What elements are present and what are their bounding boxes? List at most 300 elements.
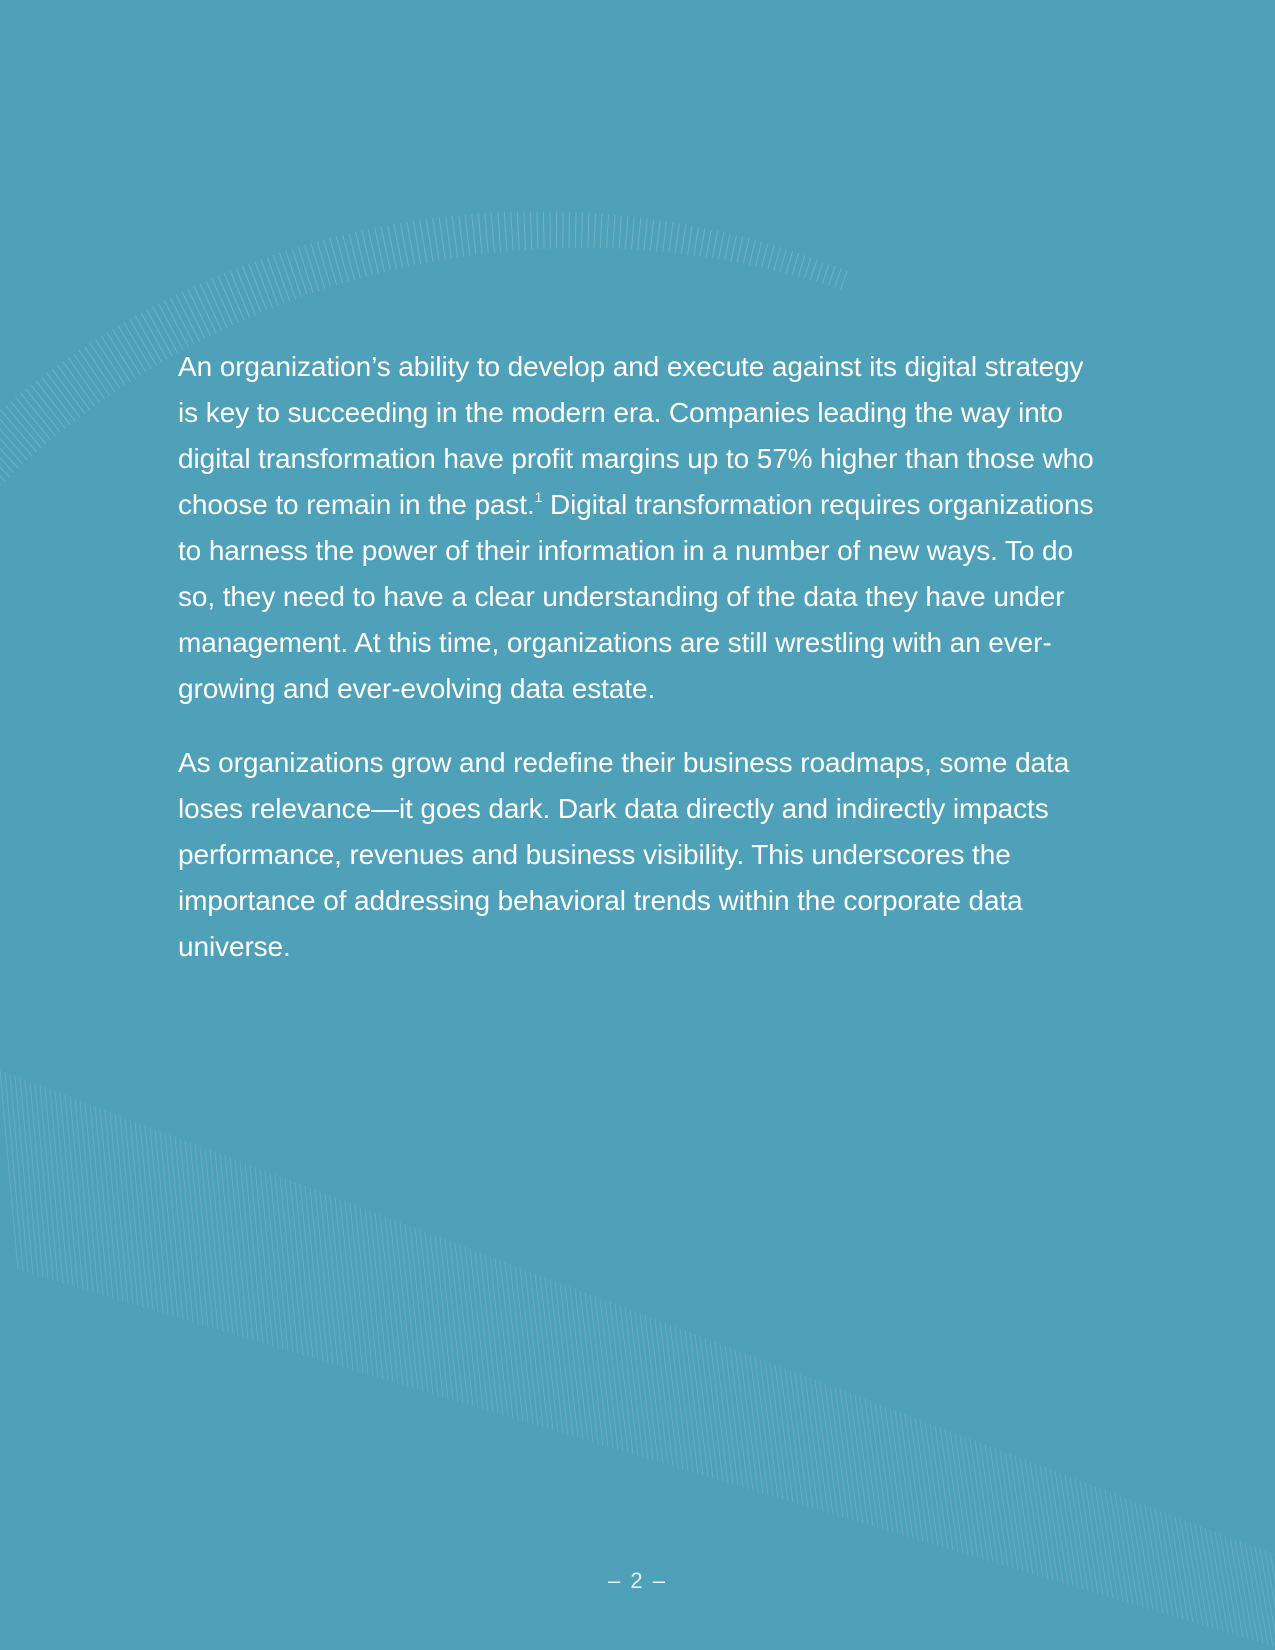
band-hatch-line [535,1273,553,1430]
arc-hatch-line [261,259,278,306]
band-hatch-line [955,1433,973,1557]
band-hatch-line [540,1275,558,1432]
arc-hatch-line [511,212,513,251]
band-hatch-line [270,1173,288,1351]
band-hatch-line [90,1104,108,1297]
arc-hatch-line [719,232,724,259]
band-hatch-line [665,1323,683,1470]
arc-hatch-line [10,401,46,444]
band-hatch-line [240,1161,258,1342]
arc-hatch-line [792,253,799,275]
arc-hatch-line [218,276,238,323]
band-hatch-line [155,1129,173,1317]
band-hatch-line [910,1416,928,1543]
band-hatch-line [750,1355,768,1495]
arc-hatch-line [804,257,811,278]
band-hatch-line [785,1368,803,1505]
arc-hatch-line [170,298,194,345]
band-hatch-line [180,1138,198,1324]
arc-hatch-line [362,231,373,276]
band-hatch-line [440,1237,458,1402]
band-hatch-line [605,1300,623,1452]
arc-hatch-line [26,389,61,432]
arc-hatch-line [305,245,319,291]
arc-hatch-line [280,253,296,299]
band-hatch-line [355,1205,373,1377]
band-hatch-line [120,1116,138,1306]
band-hatch-line [530,1271,548,1429]
paragraph-intro-text: An organization’s ability to develop and execute against its digital strategy is key to succeeding in the modern era. Companies leading the way into digital transformation have profit margins up to 57% higher than those who choose to remain in the past. [178,351,1094,520]
arc-hatch-line [242,266,261,313]
arc-hatch-line [57,365,89,410]
band-hatch-line [0,1070,18,1270]
band-hatch-line [900,1412,918,1540]
band-hatch-line [635,1311,653,1460]
band-hatch-line [405,1224,423,1392]
band-hatch-line [770,1363,788,1501]
band-hatch-line [565,1285,583,1440]
band-hatch-line [340,1199,358,1372]
arc-hatch-line [465,215,470,256]
arc-hatch-line [823,264,830,284]
band-hatch-line [830,1385,848,1519]
band-hatch-line [905,1414,923,1542]
band-hatch-line [145,1125,163,1313]
arc-hatch-line [681,225,686,254]
arc-hatch-line [694,227,699,256]
band-hatch-line [430,1233,448,1399]
band-hatch-line [35,1083,53,1280]
band-hatch-line [915,1418,933,1545]
band-hatch-line [475,1251,493,1413]
band-hatch-line [875,1403,893,1533]
band-hatch-line [1155,1509,1173,1617]
band-hatch-line [755,1357,773,1497]
arc-hatch-line [749,240,755,265]
arc-hatch-line [79,350,110,395]
arc-hatch-line [273,255,290,301]
band-hatch-line [1140,1503,1158,1612]
band-hatch-line [415,1228,433,1395]
arc-hatch-line [774,247,780,270]
band-hatch-line [65,1095,83,1290]
band-hatch-line [885,1406,903,1535]
band-hatch-line [865,1399,883,1530]
band-hatch-line [725,1346,743,1488]
band-hatch-line [485,1254,503,1415]
band-hatch-line [1025,1460,1043,1578]
arc-hatch-line [188,289,211,336]
band-hatch-line [490,1256,508,1417]
band-hatch-line [800,1374,818,1510]
arc-hatch-line [130,319,157,365]
band-hatch-line [70,1097,88,1291]
arc-hatch-line [0,436,9,477]
arc-hatch-line [491,213,494,253]
band-hatch-line [455,1243,473,1407]
arc-hatch-line [816,262,823,282]
arc-hatch-line [841,271,848,290]
arc-hatch-line [656,220,660,251]
arc-hatch-line [388,225,397,269]
arc-hatch-line [0,419,28,461]
band-hatch-line [1030,1461,1048,1579]
arc-hatch-line [267,257,284,303]
band-hatch-line [410,1226,428,1393]
band-hatch-line [620,1306,638,1456]
arc-hatch-line [452,216,457,257]
band-hatch-line [370,1211,388,1381]
arc-hatch-line [330,238,343,283]
band-hatch-line [1020,1458,1038,1576]
band-hatch-line [675,1327,693,1473]
band-hatch-line [40,1085,58,1282]
band-hatch-line [805,1376,823,1512]
band-hatch-line [945,1429,963,1553]
band-hatch-line [250,1165,268,1345]
band-hatch-line [600,1298,618,1450]
band-hatch-line [135,1121,153,1310]
band-hatch-line [890,1408,908,1537]
band-hatch-line [295,1182,313,1358]
band-hatch-line [850,1393,868,1525]
arc-hatch-line [343,235,355,280]
arc-hatch-line [164,301,188,348]
band-hatch-line [695,1334,713,1478]
arc-hatch-line [413,221,421,264]
arc-hatch-line [182,292,205,339]
arc-hatch-line [255,262,273,309]
band-hatch-line [560,1283,578,1438]
band-hatch-line [385,1216,403,1385]
arc-hatch-line [124,323,151,369]
band-hatch-line [185,1140,203,1325]
arc-hatch-line [113,329,141,375]
band-hatch-line [855,1395,873,1527]
arc-hatch-line [737,237,743,263]
arc-hatch-line [324,240,337,285]
arc-hatch-line [762,244,768,268]
paragraph-intro-continuation: Digital transformation requires organizations to harness the power of their information in a number of new ways. To do so, they need to have a clear understanding of the data they have under management. At this time, organizations are still wrestling with an ever-growing and ever-evolving data estate. [178,489,1094,704]
band-hatch-line [820,1382,838,1516]
band-hatch-line [235,1159,253,1340]
band-hatch-line [895,1410,913,1538]
arc-hatch-line [613,215,615,249]
band-hatch-line [525,1270,543,1428]
band-hatch-line [1255,1547,1273,1647]
arc-hatch-line [74,354,105,399]
arc-hatch-line [625,216,628,249]
arc-hatch-line [5,406,41,448]
band-hatch-line [990,1446,1008,1567]
arc-hatch-line [504,212,507,251]
arc-hatch-line [368,229,378,273]
arc-hatch-line [498,213,501,253]
band-hatch-line [150,1127,168,1315]
band-hatch-line [255,1167,273,1347]
band-hatch-line [365,1209,383,1380]
band-hatch-line [650,1317,668,1465]
arc-hatch-line [249,264,267,311]
band-hatch-line [210,1150,228,1333]
arc-hatch-line [712,231,717,258]
band-hatch-line [930,1423,948,1549]
arc-hatch-line [355,232,366,277]
band-hatch-line [1160,1511,1178,1618]
arc-hatch-line [835,268,842,287]
band-hatch-line [720,1344,738,1486]
band-hatch-line [690,1332,708,1477]
band-hatch-line [470,1249,488,1411]
band-hatch-line [260,1169,278,1348]
band-hatch-line [435,1235,453,1400]
band-hatch-line [165,1133,183,1320]
band-hatch-line [220,1154,238,1336]
band-hatch-line [190,1142,208,1327]
arc-hatch-line [292,249,307,295]
band-hatch-line [545,1277,563,1433]
band-hatch-line [290,1180,308,1357]
arc-hatch-line [459,215,464,256]
band-hatch-line [975,1441,993,1563]
band-hatch-line [515,1266,533,1425]
arc-hatch-line [224,273,244,320]
band-hatch-line [115,1114,133,1305]
arc-hatch-line [194,286,216,333]
band-hatch-line [575,1289,593,1443]
band-hatch-line [710,1340,728,1483]
arc-hatch-line [439,217,445,259]
band-hatch-line [960,1435,978,1558]
band-hatch-line [570,1287,588,1441]
band-hatch-line [985,1444,1003,1565]
band-hatch-line [460,1245,478,1408]
arc-hatch-line [575,212,576,248]
band-hatch-line [1010,1454,1028,1573]
arc-hatch-line [798,255,805,277]
band-hatch-line [380,1214,398,1384]
body-text [178,344,1098,970]
band-hatch-line [1040,1465,1058,1582]
arc-hatch-line [230,271,250,318]
band-hatch-line [330,1195,348,1369]
band-hatch-line [50,1089,68,1285]
arc-hatch-line [407,222,415,265]
band-hatch-line [390,1218,408,1387]
arc-hatch-line [780,249,786,272]
band-hatch-line [400,1222,418,1390]
band-hatch-line [110,1112,128,1303]
band-hatch-line [1135,1501,1153,1610]
band-hatch-line [85,1102,103,1295]
band-hatch-line [130,1119,148,1309]
band-hatch-line [965,1437,983,1560]
band-hatch-line [1265,1551,1275,1650]
arc-hatch-line [118,326,146,372]
arc-hatch-line [176,295,200,342]
band-hatch-line [200,1146,218,1330]
band-hatch-line [1015,1456,1033,1575]
band-hatch-line [125,1118,143,1308]
band-hatch-line [1000,1450,1018,1570]
arc-hatch-line [153,307,178,354]
band-hatch-line [590,1294,608,1447]
band-hatch-line [25,1080,43,1278]
band-hatch-line [935,1425,953,1550]
band-hatch-line [745,1353,763,1493]
band-hatch-line [790,1370,808,1507]
band-hatch-line [840,1389,858,1522]
band-hatch-line [315,1190,333,1365]
band-hatch-line [350,1203,368,1375]
band-hatching [0,1070,1275,1650]
arc-hatch-line [725,234,731,260]
band-hatch-line [860,1397,878,1528]
arc-hatch-line [638,218,641,250]
band-hatch-line [360,1207,378,1378]
arc-hatch-line [286,251,302,297]
arc-hatch-line [433,218,439,260]
band-hatch-line [500,1260,518,1420]
arc-hatch-line [141,313,167,359]
arc-hatch-line [594,213,596,248]
arc-hatch-line [829,266,836,286]
band-hatch-line [680,1328,698,1474]
arc-hatch-line [107,333,135,379]
arc-hatch-line [786,251,793,274]
arc-hatch-line [85,347,115,392]
arc-hatch-line [349,233,360,278]
arc-hatch-line [400,223,408,266]
arc-hatch-line [768,245,774,269]
arc-hatch-line [36,381,70,425]
band-hatch-line [80,1100,98,1294]
band-hatch-line [310,1188,328,1363]
band-hatch-line [480,1252,498,1414]
band-hatch-line [815,1380,833,1515]
band-hatch-line [15,1076,33,1275]
band-hatch-line [55,1091,73,1287]
band-hatch-line [495,1258,513,1418]
arc-hatch-line [42,377,75,421]
arc-hatch-line [236,268,255,315]
arc-hatch-line [669,222,673,252]
arc-hatch-line [0,432,14,473]
arc-hatch-line [537,212,538,250]
band-hatch-line [780,1366,798,1504]
page-number: – 2 – [608,1568,667,1593]
arc-hatch-line [550,212,551,249]
arc-hatch-line [688,226,693,255]
band-hatch-line [950,1431,968,1555]
band-hatch-line [445,1239,463,1403]
arc-hatch-line [336,237,348,282]
band-hatch-line [920,1420,938,1546]
band-hatch-line [1145,1505,1163,1613]
band-hatch-line [670,1325,688,1471]
arc-hatch-line [394,224,403,268]
band-hatch-line [760,1359,778,1498]
arc-hatch-line [650,220,654,251]
arc-hatch-line [426,219,433,261]
band-hatch-line [245,1163,263,1343]
arc-hatch-line [311,243,325,289]
band-hatch-line [810,1378,828,1513]
arc-hatch-line [212,278,233,325]
arc-hatch-line [485,213,489,253]
band-hatch-line [105,1110,123,1302]
arc-hatch-line [47,373,80,417]
arc-hatch-line [588,213,589,248]
band-hatch-line [140,1123,158,1312]
band-hatch-line [610,1302,628,1453]
band-hatch-line [630,1309,648,1459]
band-hatch-line [215,1152,233,1335]
paragraph-intro [178,344,1098,712]
band-hatch-line [775,1365,793,1503]
arc-hatch-line [675,223,679,253]
band-hatch-line [175,1137,193,1323]
band-hatch-line [795,1372,813,1508]
band-hatch-line [640,1313,658,1462]
arc-hatch-line [543,212,544,249]
band-hatch-line [1035,1463,1053,1580]
band-hatch-line [230,1157,248,1339]
band-hatch-line [700,1336,718,1480]
band-hatch-line [595,1296,613,1448]
arc-hatch-line [810,259,817,280]
band-hatch-line [335,1197,353,1370]
band-hatch-line [320,1192,338,1366]
band-hatch-line [740,1351,758,1492]
arc-hatch-line [743,239,749,264]
arc-hatch-line [147,310,173,357]
band-hatch-line [420,1230,438,1396]
arc-hatch-line [644,219,647,251]
arc-hatch-line [632,217,635,249]
band-hatch-line [615,1304,633,1455]
arc-hatch-line [700,228,705,256]
band-hatch-line [275,1175,293,1353]
band-hatch-line [995,1448,1013,1568]
band-hatch-line [305,1186,323,1362]
band-hatch-line [170,1135,188,1321]
band-hatch-line [645,1315,663,1463]
band-hatch-line [450,1241,468,1405]
arc-hatch-line [68,358,99,403]
band-hatch-line [765,1361,783,1500]
band-hatch-line [730,1347,748,1489]
arc-hatch-line [530,212,531,250]
arc-hatch-line [101,336,130,382]
band-hatch-line [1045,1467,1063,1583]
band-hatch-line [375,1213,393,1383]
arc-hatch-line [200,284,222,331]
arc-hatch-line [63,361,95,406]
arc-hatch-line [298,247,313,293]
arc-hatch-line [756,242,762,267]
band-hatch-line [510,1264,528,1423]
band-hatch-line [95,1106,113,1298]
arc-hatch-line [607,214,609,248]
band-hatch-line [60,1093,78,1288]
band-hatch-line [735,1349,753,1490]
band-hatch-line [205,1148,223,1332]
arc-hatch-line [446,217,452,259]
footnote-marker[interactable]: 1 [534,489,543,505]
band-hatch-line [75,1099,93,1293]
band-hatch-line [685,1330,703,1475]
